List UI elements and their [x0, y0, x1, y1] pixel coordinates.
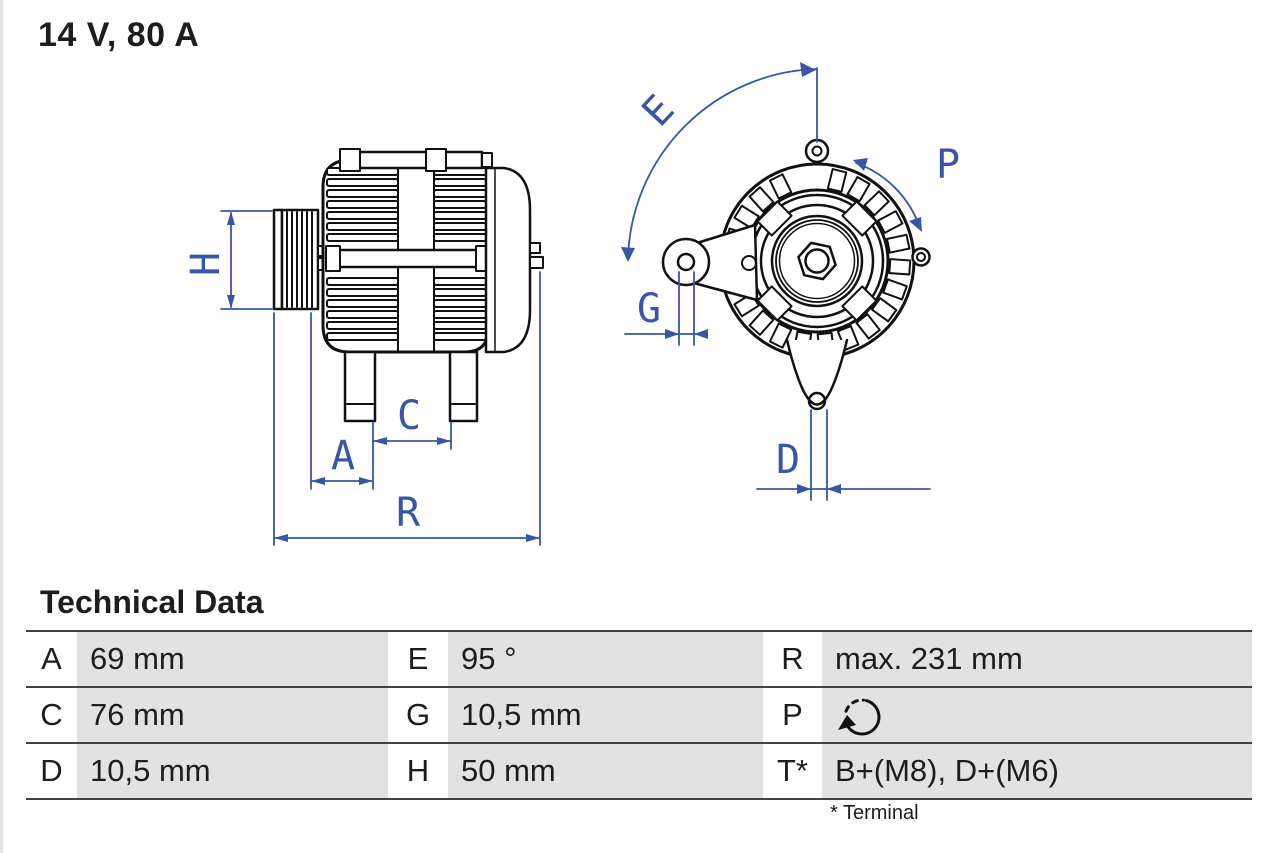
- through-bolt-top: [340, 149, 492, 171]
- pulley: [274, 210, 325, 309]
- dim-value-cell: 69 mm: [77, 632, 388, 686]
- dim-value-cell: 95 °: [448, 632, 763, 686]
- through-bolt-mid: [326, 246, 498, 271]
- side-view: [274, 149, 543, 421]
- dim-key-cell: H: [388, 744, 448, 798]
- top-mounting-ear: [806, 140, 828, 162]
- left-mounting-lug: [663, 225, 757, 300]
- bottom-mounting-lug: [787, 340, 847, 409]
- dim-label-P: P: [935, 142, 961, 188]
- terminal-stud-d: [530, 257, 543, 268]
- dim-label-G: G: [636, 286, 662, 332]
- dim-key-cell: D: [26, 744, 77, 798]
- rear-cover: [486, 168, 543, 352]
- dim-key-cell: R: [763, 632, 822, 686]
- terminal-footnote: * Terminal: [830, 802, 919, 824]
- dim-value-cell: max. 231 mm: [822, 632, 1252, 686]
- dim-C: [373, 393, 451, 445]
- front-view: [663, 140, 930, 409]
- dim-key-cell: E: [388, 632, 448, 686]
- dim-key-cell: T*: [763, 744, 822, 798]
- dim-D: [757, 410, 930, 500]
- dim-value-cell: 50 mm: [448, 744, 763, 798]
- dim-label-E: E: [633, 86, 684, 136]
- dim-value-cell: 10,5 mm: [77, 744, 388, 798]
- rotation-cw-icon: [835, 692, 887, 738]
- table-row: [26, 744, 1252, 798]
- terminal-stud-b: [530, 243, 540, 253]
- dim-value-cell: 76 mm: [77, 688, 388, 742]
- dim-value-cell: 10,5 mm: [448, 688, 763, 742]
- right-mounting-ear: [913, 249, 930, 266]
- dim-label-R: R: [395, 490, 421, 536]
- dim-H: [183, 211, 272, 309]
- dim-value-cell-rotation: [822, 688, 1252, 742]
- dim-key-cell: P: [763, 688, 822, 742]
- dim-key-cell: G: [388, 688, 448, 742]
- dim-A: [311, 433, 373, 485]
- dim-key-cell: C: [26, 688, 77, 742]
- technical-data-heading: Technical Data: [40, 584, 264, 620]
- dim-R: [274, 490, 540, 542]
- table-row: [26, 632, 1252, 688]
- dim-label-A: A: [330, 433, 356, 479]
- dim-value-cell: B+(M8), D+(M6): [822, 744, 1252, 798]
- product-rating-title: 14 V, 80 A: [38, 16, 200, 54]
- dim-label-H: H: [183, 251, 229, 277]
- dim-label-C: C: [396, 393, 422, 439]
- technical-data-table: [26, 630, 1252, 800]
- dim-label-D: D: [775, 437, 801, 483]
- table-row: [26, 688, 1252, 744]
- dim-key-cell: A: [26, 632, 77, 686]
